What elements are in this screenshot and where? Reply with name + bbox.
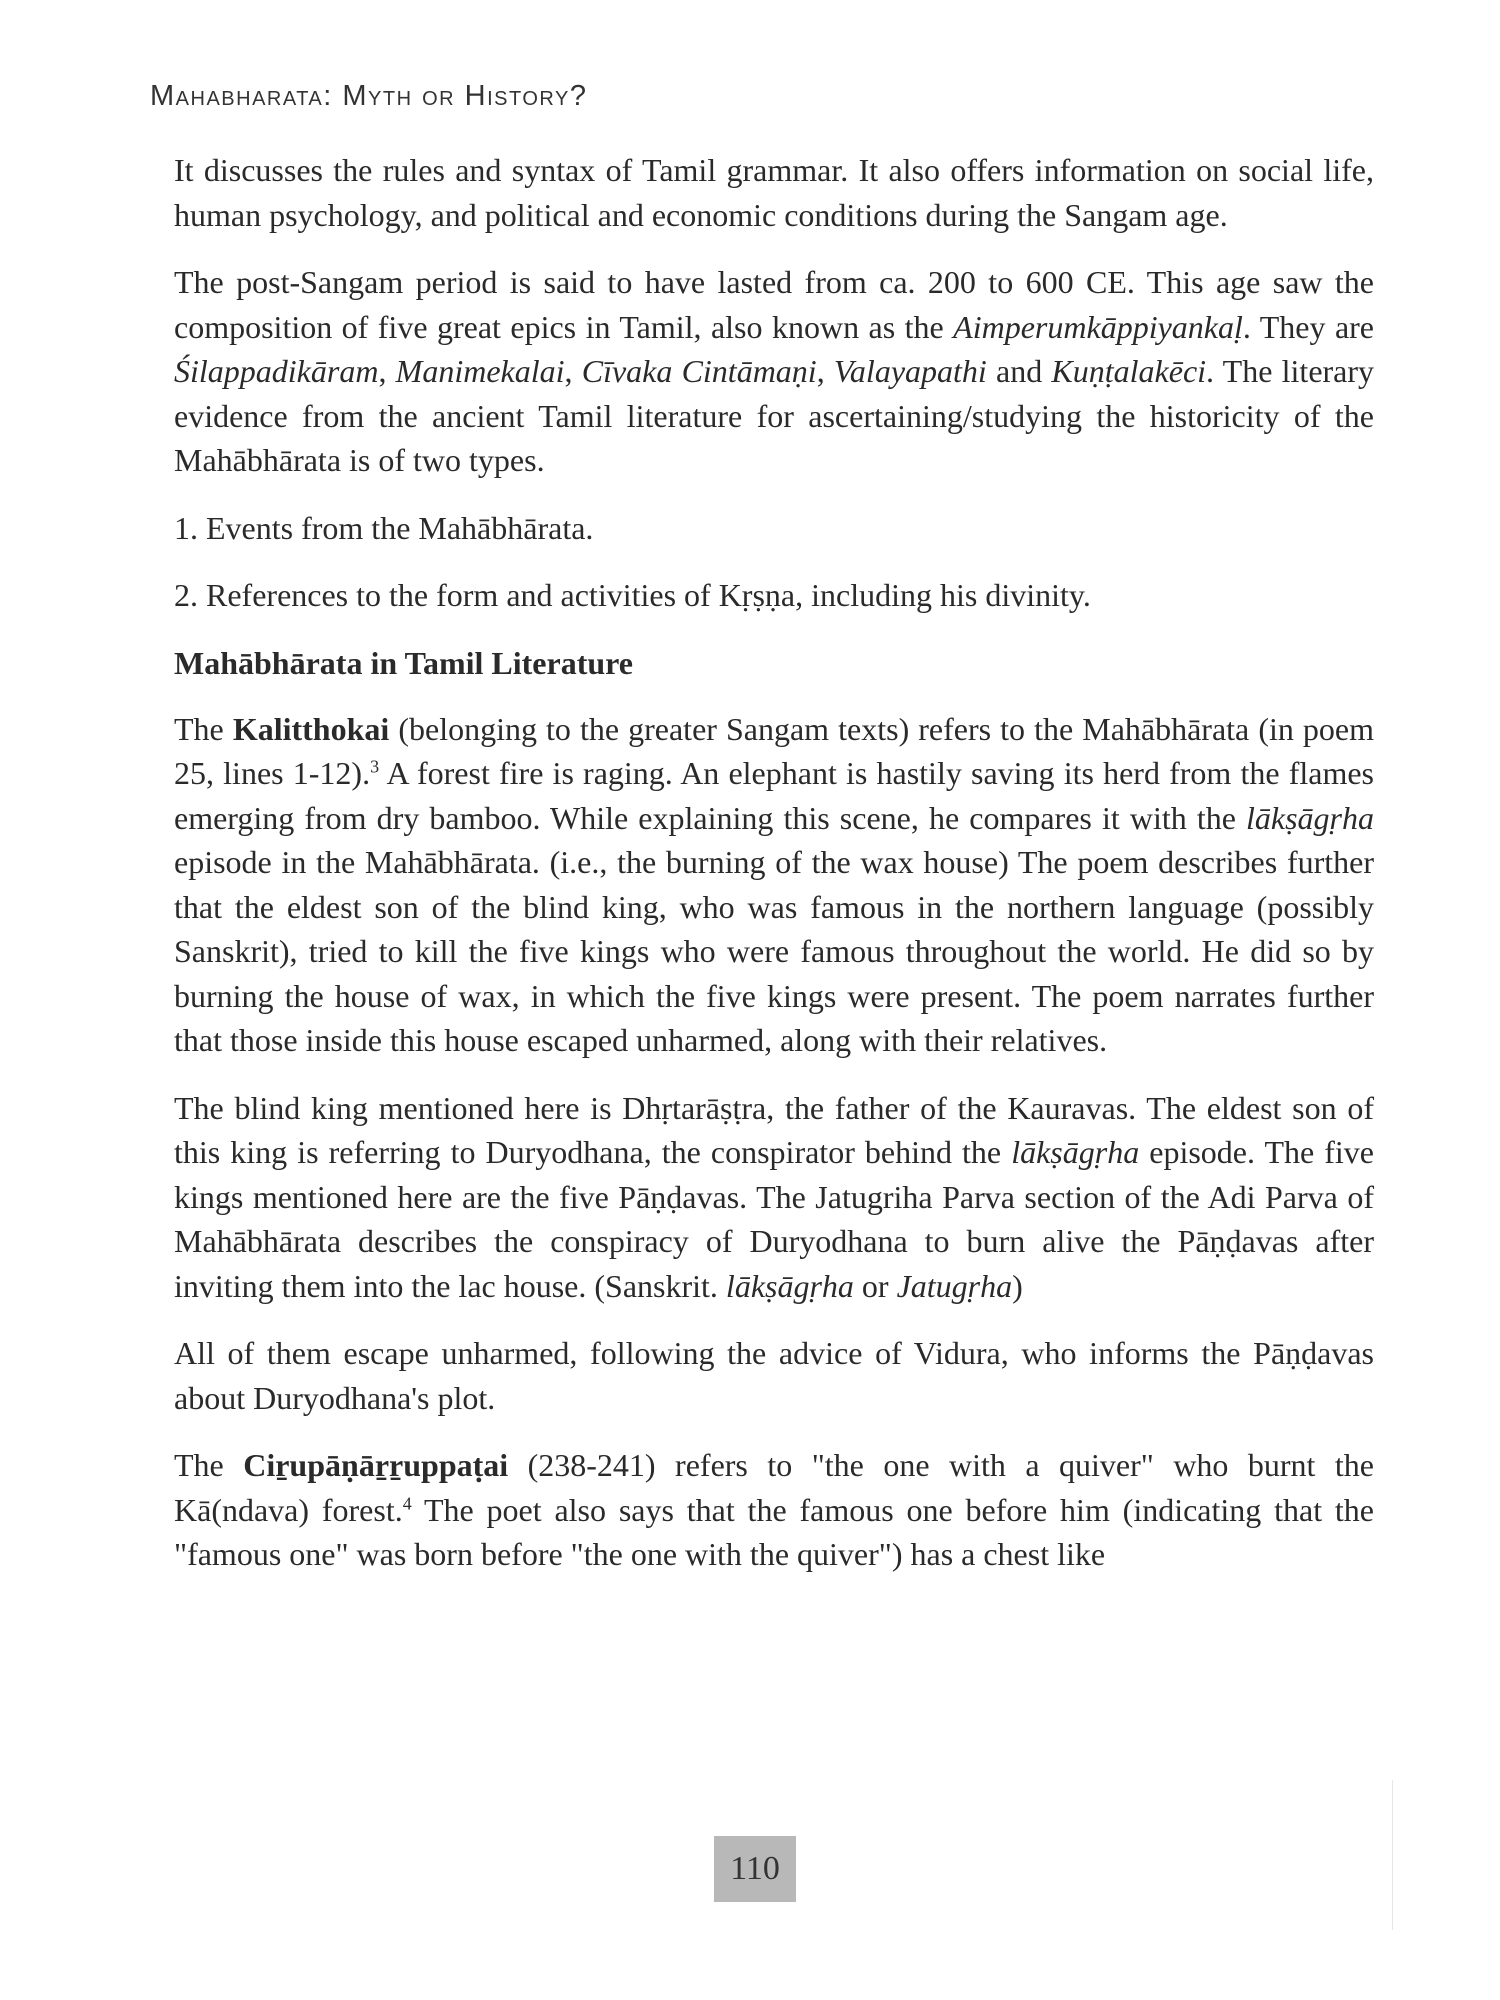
list-item: 2. References to the form and activities of Kṛṣṇa, including his divinity. (174, 577, 1091, 613)
text-span: . The literary evidence from the ancient Tamil literature for ascertaining/studying the historicity of the Mahābhārata is of two types. (174, 353, 1375, 478)
list-item: 1. Events from the Mahābhārata. (174, 509, 594, 546)
paragraph-post-sangam: The post-Sangam period is said to have lasted from ca. 200 to 600 CE. This age saw the composition of five great epics in Tamil, also known as the Aimperumkāppiyankaḷ. They are Śilappadikāram, Manimekalai, Cīvaka Cintāmaṇi, Valayapathi and Kuṇṭalakēci. The literary evidence from the ancient Tamil literature for ascertaining/studying the historicity of the Mahābhārata is of two types. (174, 264, 1375, 478)
text-span: The poet also says that the famous one before him (indicating that the "famous one" was born before "the one with the quiver") has a chest like (174, 1491, 1375, 1572)
text-span: (238-241) refers to "the one with a quiver" who burnt the Kā(ndava) forest. (174, 1447, 1375, 1528)
italic-term: lākṣāgṛha (1246, 799, 1374, 836)
text-span: A forest fire is raging. An elephant is hastily saving its herd from the flames emerging from dry bamboo. While explaining this scene, he compares it with the (174, 755, 1375, 836)
section-heading: Mahābhārata in Tamil Literature (174, 644, 633, 681)
epic-title: Manimekalai (395, 353, 565, 389)
page-edge-rule (1392, 1780, 1393, 1930)
epic-title: Cīvaka Cintāmaṇi (581, 353, 817, 389)
text-title-bold: Kalitthokai (232, 710, 390, 747)
text-span: or (853, 1267, 897, 1304)
paragraph-blind-king (174, 1086, 1374, 1309)
paragraph-cirupanarruppatai (174, 1443, 1374, 1577)
text-span: and (986, 353, 1052, 389)
text-span: The blind king mentioned here is Dhṛtarāṣṭra, the father of the Kauravas. The eldest son of this king is referring to Duryodhana, the conspirator behind the (174, 1089, 1374, 1170)
italic-term: Jatugṛha (896, 1267, 1013, 1304)
italic-term: lākṣāgṛha (1011, 1134, 1140, 1170)
text-span: . They are (1242, 308, 1375, 345)
text-span: The (174, 1447, 244, 1483)
text-span: episode in the Mahābhārata. (i.e., the burning of the wax house) The poem describes further that the eldest son of the blind king, who was famous in the northern language (possibly Sanskrit), tried to kill the five kings who were famous throughout the world. He did so by burning the house of wax, in which the five kings were present. The poem narrates further that those inside this house escaped unharmed, along with their relatives. (174, 844, 1374, 1058)
text-span: (belonging to the greater Sangam texts) refers to the Mahābhārata (in poem 25, lines 1-12). (174, 710, 1375, 791)
text-span: The (174, 710, 233, 747)
paragraph-escape: All of them escape unharmed, following the advice of Vidura, who informs the Pāṇḍavas about Duryodhana's plot. (174, 1335, 1374, 1416)
paragraph-tolkappiyam-summary: It discusses the rules and syntax of Tamil grammar. It also offers information on social life, human psychology, and political and economic conditions during the Sangam age. (174, 152, 1374, 233)
epic-collection-term: Aimperumkāppiyankaḷ (953, 308, 1243, 345)
italic-term: lākṣāgṛha (725, 1267, 854, 1304)
text-span: ) (1012, 1267, 1023, 1304)
epic-title: Kuṇṭalakēci (1051, 353, 1207, 389)
footnote-ref: 3 (370, 756, 380, 777)
epic-title: Valayapathi (833, 353, 987, 389)
text-span: The post-Sangam period is said to have lasted from ca. 200 to 600 CE. This age saw the composition of five great epics in Tamil, also known as the (174, 264, 1374, 345)
epic-title: Śilappadikāram (174, 353, 379, 389)
footnote-ref: 4 (402, 1492, 412, 1513)
text-title-bold: Ciṟupāṇāṟṟuppaṭai (243, 1447, 509, 1483)
running-head: Mahabharata: Myth or History? (150, 80, 588, 112)
paragraph-kalitthokai (174, 707, 1374, 1063)
body-text (174, 148, 1374, 1600)
page-number: 110 (714, 1836, 796, 1902)
text-span: episode. The five kings mentioned here are the five Pāṇḍavas. The Jatugriha Parva section of the Adi Parva of Mahābhārata describes the conspiracy of Duryodhana to burn alive the Pāṇḍavas after inviting them into the lac house. (Sanskrit. (174, 1134, 1375, 1304)
